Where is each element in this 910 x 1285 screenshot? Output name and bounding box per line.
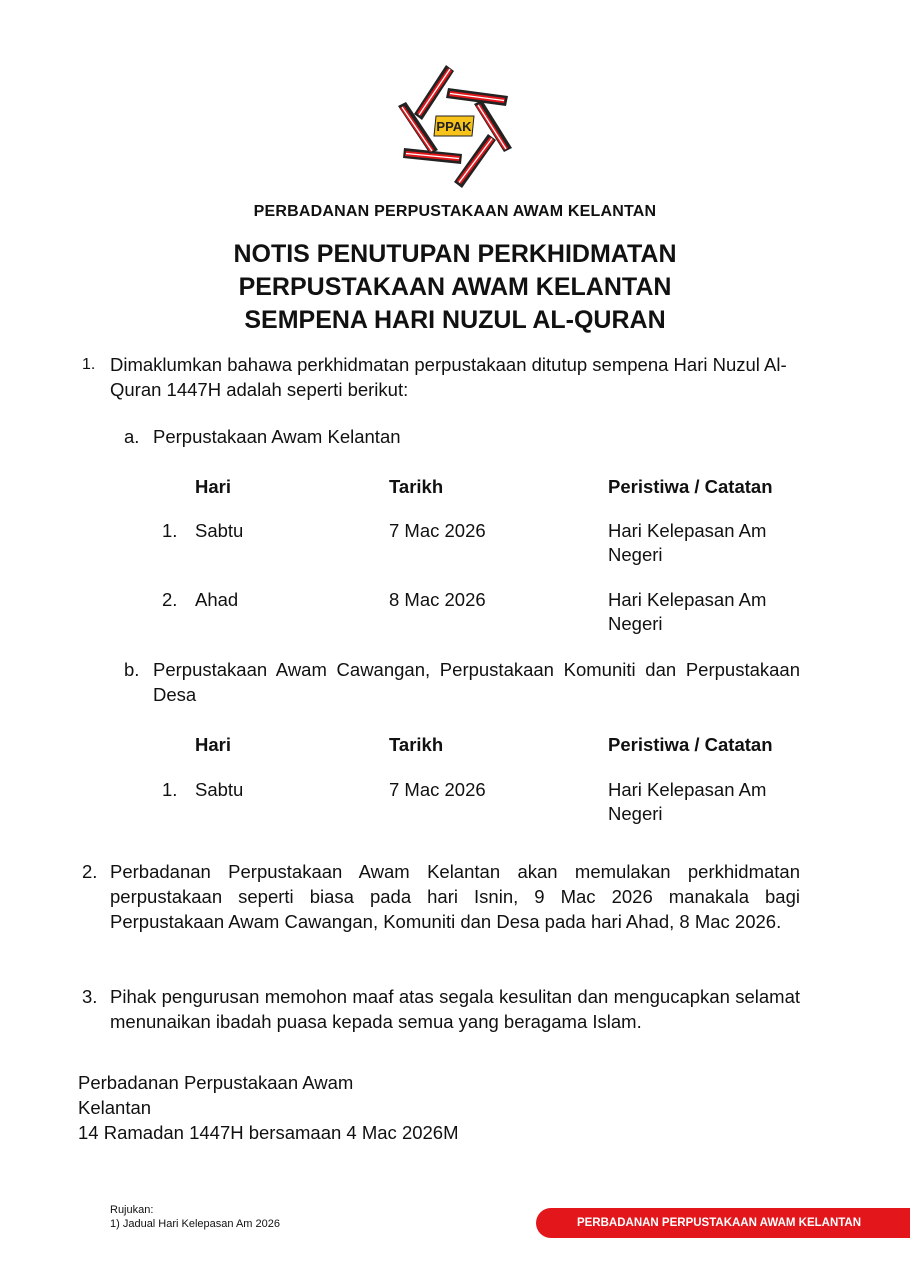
section-2-number: 2. <box>82 861 98 882</box>
signature-line-2: Kelantan <box>78 1097 152 1118</box>
section-1-text: Dimaklumkan bahawa perkhidmatan perpustakaan ditutup sempena Hari Nuzul Al-Quran 1447H adalah seperti berikut: <box>110 354 787 400</box>
row-date: 7 Mac 2026 <box>389 779 486 800</box>
logo-text: PPAK <box>436 119 472 134</box>
section-1-number: 1. <box>82 356 96 373</box>
row-day: Sabtu <box>195 779 244 800</box>
sub-b-title: Perpustakaan Awam Cawangan, Perpustakaan Komuniti dan Perpustakaan Desa <box>153 659 800 705</box>
table-a-header-date: Tarikh <box>389 476 444 497</box>
reference-label: Rujukan: <box>110 1204 154 1216</box>
signature-date: 14 Ramadan 1447H bersamaan 4 Mac 2026M <box>78 1122 459 1143</box>
ppak-logo <box>396 62 514 190</box>
title-line-3: SEMPENA HARI NUZUL AL-QURAN <box>244 306 666 334</box>
row-event-line-1: Hari Kelepasan Am <box>608 779 767 800</box>
row-day: Ahad <box>195 589 239 610</box>
table-b-header-event: Peristiwa / Catatan <box>608 734 773 755</box>
organization-header: PERBADANAN PERPUSTAKAAN AWAM KELANTAN <box>253 203 657 220</box>
row-date: 7 Mac 2026 <box>389 520 486 541</box>
row-event-line-1: Hari Kelepasan Am <box>608 520 767 541</box>
table-a-header-day: Hari <box>195 476 231 497</box>
section-3-text: Pihak pengurusan memohon maaf atas segala kesulitan dan mengucapkan selamat menunaikan ibadah puasa kepada semua yang beragama Islam. <box>110 986 800 1032</box>
table-b-header-date: Tarikh <box>389 734 444 755</box>
row-number: 1. <box>162 520 178 541</box>
row-event-line-1: Hari Kelepasan Am <box>608 589 767 610</box>
section-2-text: Perbadanan Perpustakaan Awam Kelantan akan memulakan perkhidmatan perpustakaan seperti biasa pada hari Isnin, 9 Mac 2026 manakala bagi Perpustakaan Awam Cawangan, Komuniti dan Desa pada hari Ahad, 8 Mac 2026. <box>110 861 800 932</box>
row-date: 8 Mac 2026 <box>389 589 486 610</box>
row-event-line-2: Negeri <box>608 544 663 565</box>
section-3-number: 3. <box>82 986 98 1007</box>
row-number: 1. <box>162 779 178 800</box>
sub-b-label: b. <box>124 659 140 680</box>
row-event-line-2: Negeri <box>608 803 663 824</box>
row-event-line-2: Negeri <box>608 613 663 634</box>
title-line-2: PERPUSTAKAAN AWAM KELANTAN <box>238 273 672 301</box>
table-a-header-event: Peristiwa / Catatan <box>608 476 773 497</box>
reference-item: 1) Jadual Hari Kelepasan Am 2026 <box>110 1218 280 1230</box>
logo-center-badge <box>434 116 474 136</box>
table-b-header-day: Hari <box>195 734 231 755</box>
signature-line-1: Perbadanan Perpustakaan Awam <box>78 1072 354 1093</box>
footer-text: PERBADANAN PERPUSTAKAAN AWAM KELANTAN <box>576 1217 862 1229</box>
notice-title <box>0 238 910 337</box>
row-number: 2. <box>162 589 178 610</box>
title-line-1: NOTIS PENUTUPAN PERKHIDMATAN <box>233 240 677 268</box>
row-day: Sabtu <box>195 520 244 541</box>
sub-a-label: a. <box>124 426 140 447</box>
sub-a-title: Perpustakaan Awam Kelantan <box>153 426 401 447</box>
